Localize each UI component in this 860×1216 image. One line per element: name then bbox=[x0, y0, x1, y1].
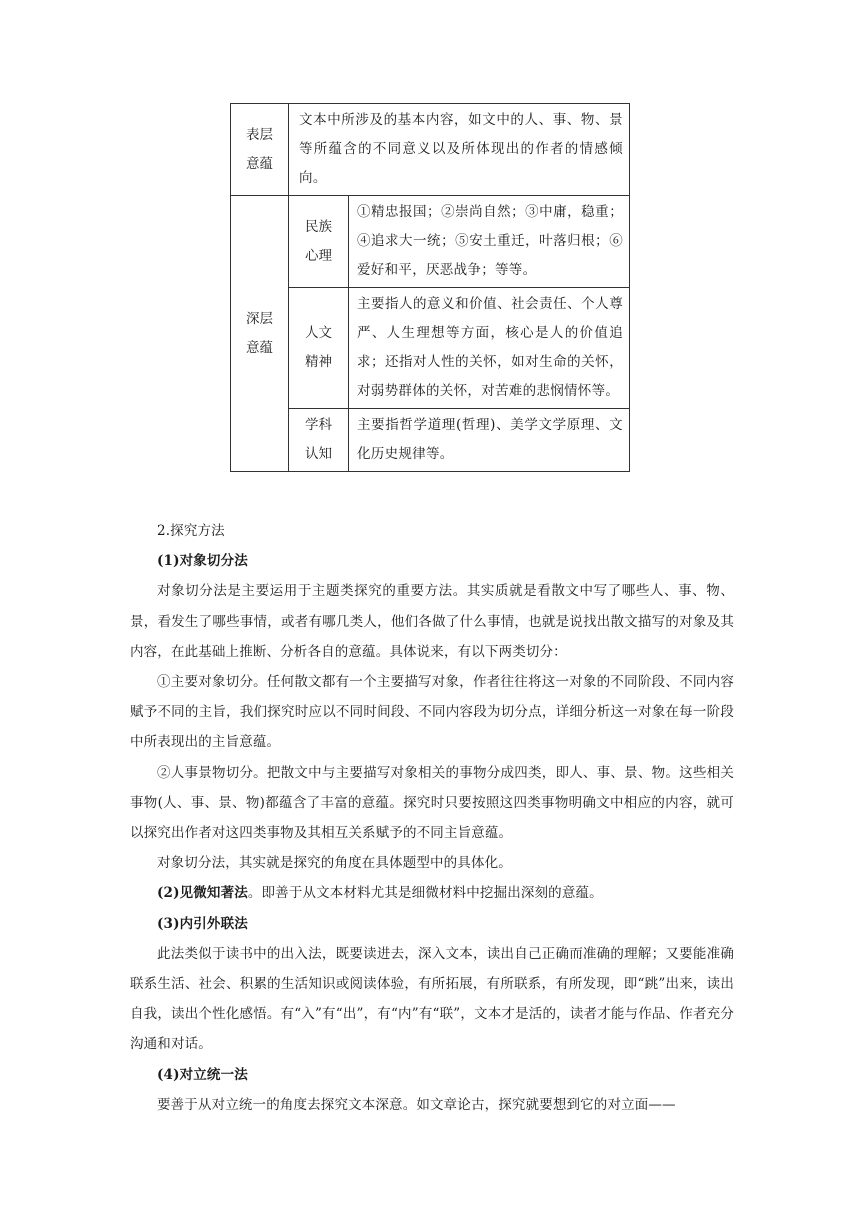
method-3-title: (3)内引外联法 bbox=[157, 915, 248, 932]
meaning-table bbox=[230, 103, 630, 472]
method-2-title: (2)见微知著法 bbox=[157, 885, 248, 902]
table-row-humanistic bbox=[231, 288, 630, 409]
method-4-paragraph: 要善于从对立统一的角度去探究文本深意。如文章论古，探究就要想到它的对立面—— bbox=[157, 1096, 676, 1113]
deep-label-cell bbox=[231, 196, 289, 472]
table-row-surface bbox=[231, 104, 630, 196]
surface-label-cell bbox=[231, 104, 289, 196]
method-1-paragraph: 对象切分法是主要运用于主题类探究的重要方法。其实质就是看散文中写了哪些人、事、物、景，看发生了哪些事情，或者有哪几类人，他们各做了什么事情，也就是说找出散文描写的对象及其内容，在此基础上推断、分析各自的意蕴。具体说来，有以下两类切分： bbox=[130, 583, 734, 660]
sub-text-humanistic: 主要指人的意义和价值、社会责任、个人尊严、人生理想等方面，核心是人的价值追求；还指对人性的关怀，如对生命的关怀，对弱势群体的关怀，对苦难的悲悯情怀等。 bbox=[349, 288, 630, 409]
method-1-paragraph: 对象切分法，其实就是探究的角度在具体题型中的具体化。 bbox=[157, 855, 512, 872]
method-2-paragraph bbox=[130, 878, 734, 908]
sub-label-national: 民族心理 bbox=[305, 218, 332, 264]
surface-label: 表层意蕴 bbox=[246, 126, 273, 172]
sub-text-discipline: 主要指哲学道理(哲理)、美学文学原理、文化历史规律等。 bbox=[349, 409, 630, 472]
table-row-national bbox=[231, 196, 630, 288]
method-2-text: 。即善于从文本材料尤其是细微材料中挖掘出深刻的意蕴。 bbox=[247, 885, 603, 902]
method-1-paragraph: ①主要对象切分。任何散文都有一个主要描写对象，作者往往将这一对象的不同阶段、不同内容赋予不同的主旨，我们探究时应以不同时间段、不同内容段为切分点，详细分析这一对象在每一阶段中所表现出的主旨意蕴。 bbox=[130, 674, 734, 751]
method-1-title: (1)对象切分法 bbox=[157, 553, 248, 570]
table-row-discipline bbox=[231, 409, 630, 472]
sub-label-cell bbox=[289, 288, 349, 409]
method-3-paragraph: 此法类似于读书中的出入法，既要读进去，深入文本，读出自己正确而准确的理解；又要能准确联系生活、社会、积累的生活知识或阅读体验，有所拓展，有所联系，有所发现，即“跳”出来，读出自我，读出个性化感悟。有“入”有“出”，有“内”有“联”，文本才是活的，读者才能与作品、作者充分沟通和对话。 bbox=[130, 945, 734, 1053]
surface-text: 文本中所涉及的基本内容，如文中的人、事、物、景等所蕴含的不同意义以及所体现出的作者的情感倾向。 bbox=[289, 104, 630, 196]
deep-label: 深层意蕴 bbox=[246, 310, 273, 356]
section-title: 2.探究方法 bbox=[157, 523, 225, 539]
sub-label-cell bbox=[289, 409, 349, 472]
method-4-title: (4)对立统一法 bbox=[157, 1066, 248, 1083]
sub-label-discipline: 学科认知 bbox=[305, 417, 332, 462]
sub-text-national: ①精忠报国；②崇尚自然；③中庸，稳重；④追求大一统；⑤安土重迁，叶落归根；⑥爱好和平，厌恶战争；等等。 bbox=[349, 196, 630, 288]
method-1-paragraph: ②人事景物切分。把散文中与主要描写对象相关的事物分成四类，即人、事、景、物。这些相关事物(人、事、景、物)都蕴含了丰富的意蕴。探究时只要按照这四类事物明确文中相应的内容，就可以探究出作者对这四类事物及其相互关系赋予的不同主旨意蕴。 bbox=[130, 764, 734, 842]
main-content bbox=[130, 516, 734, 1120]
sub-label-humanistic: 人文精神 bbox=[305, 325, 332, 370]
sub-label-cell bbox=[289, 196, 349, 288]
